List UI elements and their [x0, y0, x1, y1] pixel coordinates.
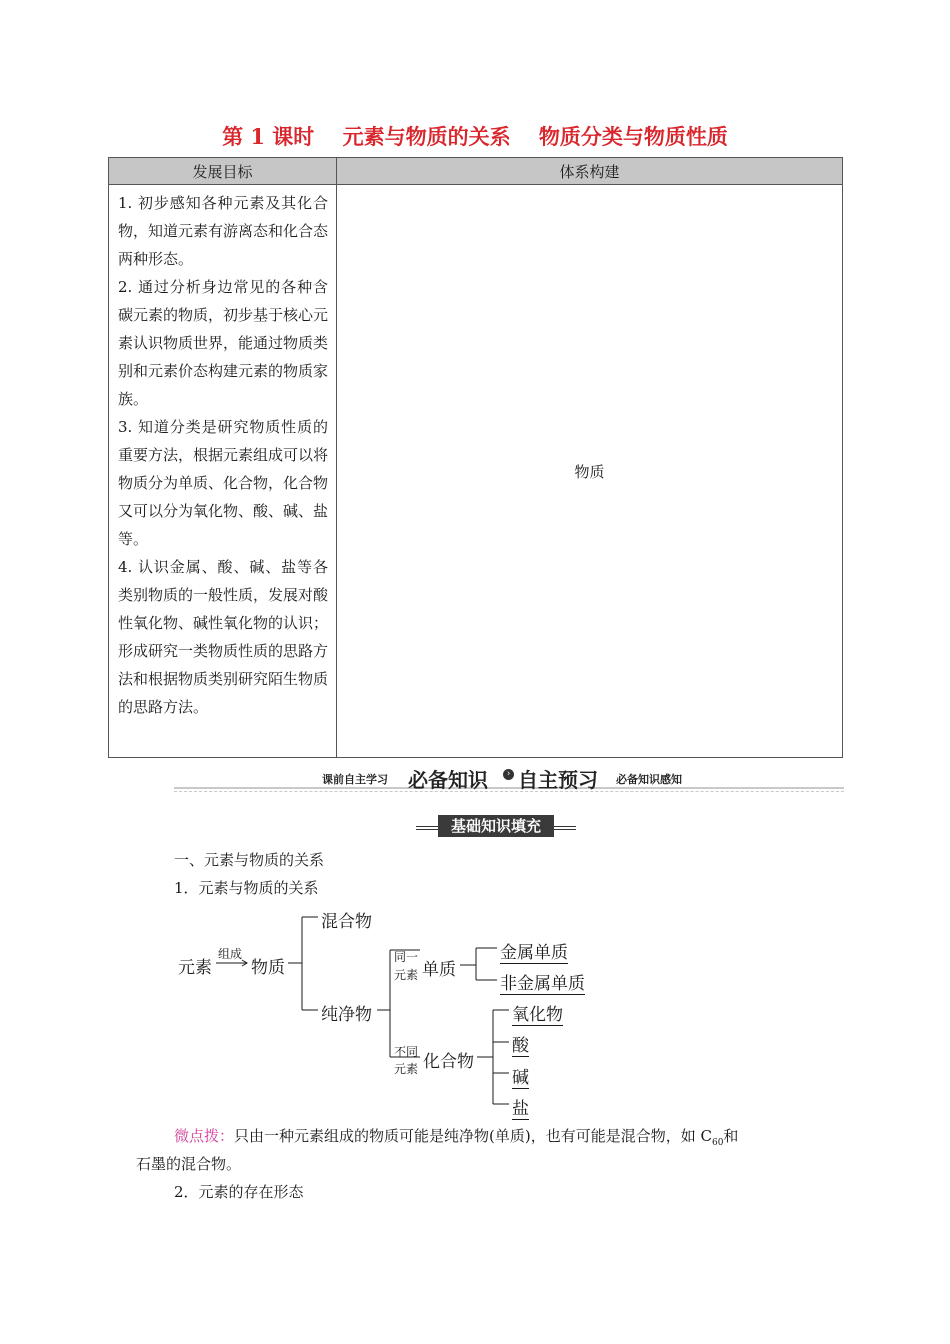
tip-paragraph [174, 1125, 738, 1148]
section-title-label: 基础知识填充 [438, 815, 554, 837]
tree-same-a: 同一 [394, 950, 419, 964]
tree-diff-a: 不同 [394, 1045, 419, 1059]
header-goals: 发展目标 [109, 158, 337, 185]
tip-label: 微点拨： [174, 1127, 235, 1145]
chevron-right-icon: › [503, 769, 514, 780]
tip-continuation: 石墨的混合物。 [136, 1155, 242, 1173]
tree-same-b: 元素 [394, 968, 419, 982]
heading-3: 2．元素的存在形态 [174, 1183, 304, 1201]
tree-compose: 组成 [218, 947, 243, 961]
goal-item-4: 4. 认识金属、酸、碱、盐等各类别物质的一般性质，发展对酸性氧化物、碱性氧化物的认识；形成研究一类物质性质的思路方法和根据物质类别研究陌生物质的思路方法。 [118, 558, 329, 716]
goal-item-3: 3. 知道分类是研究物质性质的重要方法，根据元素组成可以将物质分为单质、化合物，化合物又可以分为氧化物、酸、碱、盐等。 [118, 418, 329, 548]
banner-main-left: 必备知识 [408, 768, 488, 792]
goal-item-2: 2. 通过分析身边常见的各种含碳元素的物质，初步基于核心元素认识物质世界，能通过物质类别和元素价态构建元素的物质家族。 [118, 278, 329, 408]
tip-text-end: 和 [723, 1127, 739, 1145]
tree-substance: 物质 [251, 958, 285, 978]
banner-main-right: 自主预习 [518, 768, 598, 792]
tree-simple: 单质 [422, 960, 456, 980]
goal-item-1: 1. 初步感知各种元素及其化合物，知道元素有游离态和化合态两种形态。 [118, 194, 329, 268]
tree-acid: 酸 [512, 1031, 529, 1057]
tree-compound: 化合物 [423, 1052, 474, 1072]
banner-right-text: 必备知识感知 [616, 773, 682, 786]
header-system: 体系构建 [337, 158, 843, 185]
banner-left-text: 课前自主学习 [322, 773, 388, 786]
tree-metal: 金属单质 [500, 938, 568, 964]
heading-1: 一、元素与物质的关系 [174, 851, 325, 869]
system-cell: 物质 [337, 185, 843, 758]
tree-pure: 纯净物 [321, 1005, 372, 1025]
heading-2: 1．元素与物质的关系 [174, 879, 319, 897]
tree-oxide: 氧化物 [512, 1000, 563, 1026]
tree-element: 元素 [178, 958, 212, 978]
tree-nonmetal: 非金属单质 [500, 969, 585, 995]
tree-diff-b: 元素 [394, 1062, 419, 1076]
tip-text: 只由一种元素组成的物质可能是纯净物(单质)，也有可能是混合物，如 C [234, 1127, 712, 1145]
tree-salt: 盐 [512, 1094, 529, 1120]
tip-subscript: 60 [711, 1138, 724, 1148]
tree-mixture: 混合物 [321, 912, 372, 932]
page-title: 第 1 课时 元素与物质的关系 物质分类与物质性质 [222, 124, 728, 149]
tree-base: 碱 [512, 1063, 529, 1089]
